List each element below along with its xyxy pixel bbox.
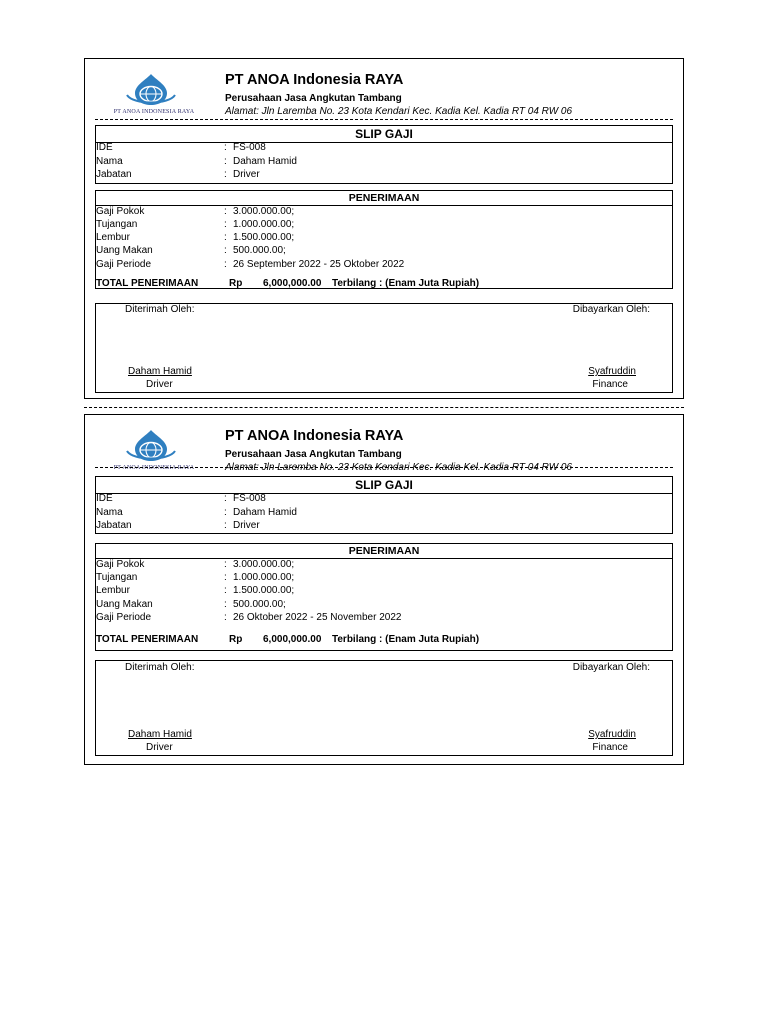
uang-makan-value: 500.000.00; [233,599,286,610]
jabatan-label: Jabatan [96,169,132,180]
received-by-label: Diterimah Oleh: [125,662,195,673]
payer-role: Finance [592,742,628,753]
income-box: PENERIMAAN Gaji Pokok : 3.000.000.00; Tujangan : 1.000.000.00; Lembur : 1.500.000.00; Uang Makan : 500.000.00; Gaji Periode : 26 Oktober 2022 - 25 November 2022 TOTAL PENERIMAAN Rp 6,000,000.00 Terbilang : (Enam Juta Rupiah) [95,543,673,651]
gaji-pokok-label: Gaji Pokok [96,206,145,217]
gaji-pokok-label: Gaji Pokok [96,559,145,570]
company-logo [97,71,205,117]
lembur-label: Lembur [96,232,130,243]
paid-by-label: Dibayarkan Oleh: [572,662,650,673]
receiver-role: Driver [146,379,173,390]
jabatan-value: Driver [233,520,260,531]
nama-label: Nama [96,507,123,518]
slip-title: SLIP GAJI [96,477,672,494]
ide-value: FS-008 [233,493,266,504]
company-subtitle: Perusahaan Jasa Angkutan Tambang [225,449,402,460]
total-amount: 6,000,000.00 [263,278,322,289]
gaji-pokok-value: 3.000.000.00; [233,559,295,570]
jabatan-label: Jabatan [96,520,132,531]
uang-makan-label: Uang Makan [96,245,153,256]
receiver-name: Daham Hamid [128,729,192,740]
company-address: Alamat: Jln Laremba No. 23 Kota Kendari Kec. Kadia Kel. Kadia RT 04 RW 06 [225,462,573,473]
payer-name: Syafruddin [588,729,636,740]
total-currency: Rp [229,634,243,645]
receiver-role: Driver [146,742,173,753]
identity-box: SLIP GAJI IDE : FS-008 Nama : Daham Hamid Jabatan : Driver [95,476,673,534]
tujangan-label: Tujangan [96,572,138,583]
total-amount: 6,000,000.00 [263,634,322,645]
company-name: PT ANOA Indonesia RAYA [225,428,404,444]
payer-name: Syafruddin [588,366,636,377]
nama-value: Daham Hamid [233,156,297,167]
gaji-periode-label: Gaji Periode [96,612,152,623]
cut-line [84,407,684,408]
received-by-label: Diterimah Oleh: [125,304,195,315]
header-divider [95,119,673,120]
signature-box [95,303,673,393]
receiver-name: Daham Hamid [128,366,192,377]
gaji-periode-value: 26 September 2022 - 25 Oktober 2022 [233,259,405,270]
header-divider [95,467,673,468]
gaji-periode-value: 26 Oktober 2022 - 25 November 2022 [233,612,402,623]
total-currency: Rp [229,278,243,289]
total-label: TOTAL PENERIMAAN [96,634,199,645]
income-box: PENERIMAAN Gaji Pokok : 3.000.000.00; Tujangan : 1.000.000.00; Lembur : 1.500.000.00; Uang Makan : 500.000.00; Gaji Periode : 26 September 2022 - 25 Oktober 2022 TOTAL PENERIMAAN Rp 6,000,000.00 Terbilang : (Enam Juta Rupiah) [95,190,673,289]
gaji-periode-label: Gaji Periode [96,259,152,270]
total-label: TOTAL PENERIMAAN [96,278,199,289]
logo-wordmark: PT ANOA INDONESIA RAYA [113,465,195,471]
lembur-label: Lembur [96,585,130,596]
salary-slip-1 [84,58,684,399]
signature-box [95,660,673,756]
slip-title: SLIP GAJI [96,126,672,143]
uang-makan-value: 500.000.00; [233,245,286,256]
tujangan-label: Tujangan [96,219,138,230]
total-in-words: Terbilang : (Enam Juta Rupiah) [332,634,480,645]
payer-role: Finance [592,379,628,390]
paid-by-label: Dibayarkan Oleh: [572,304,650,315]
income-title: PENERIMAAN [96,191,672,206]
nama-label: Nama [96,156,123,167]
salary-slip-2 [84,414,684,765]
lembur-value: 1.500.000.00; [233,585,295,596]
ide-value: FS-008 [233,142,266,153]
nama-value: Daham Hamid [233,507,297,518]
ide-label: IDE [96,493,113,504]
uang-makan-label: Uang Makan [96,599,153,610]
identity-box: SLIP GAJI IDE : FS-008 Nama : Daham Hamid Jabatan : Driver [95,125,673,184]
company-address: Alamat: Jln Laremba No. 23 Kota Kendari Kec. Kadia Kel. Kadia RT 04 RW 06 [225,106,573,117]
jabatan-value: Driver [233,169,260,180]
tujangan-value: 1.000.000.00; [233,572,295,583]
lembur-value: 1.500.000.00; [233,232,295,243]
tujangan-value: 1.000.000.00; [233,219,295,230]
company-subtitle: Perusahaan Jasa Angkutan Tambang [225,93,402,104]
income-title: PENERIMAAN [96,544,672,559]
ide-label: IDE [96,142,113,153]
gaji-pokok-value: 3.000.000.00; [233,206,295,217]
company-name: PT ANOA Indonesia RAYA [225,72,404,88]
total-in-words: Terbilang : (Enam Juta Rupiah) [332,278,480,289]
logo-wordmark: PT ANOA INDONESIA RAYA [113,109,195,115]
